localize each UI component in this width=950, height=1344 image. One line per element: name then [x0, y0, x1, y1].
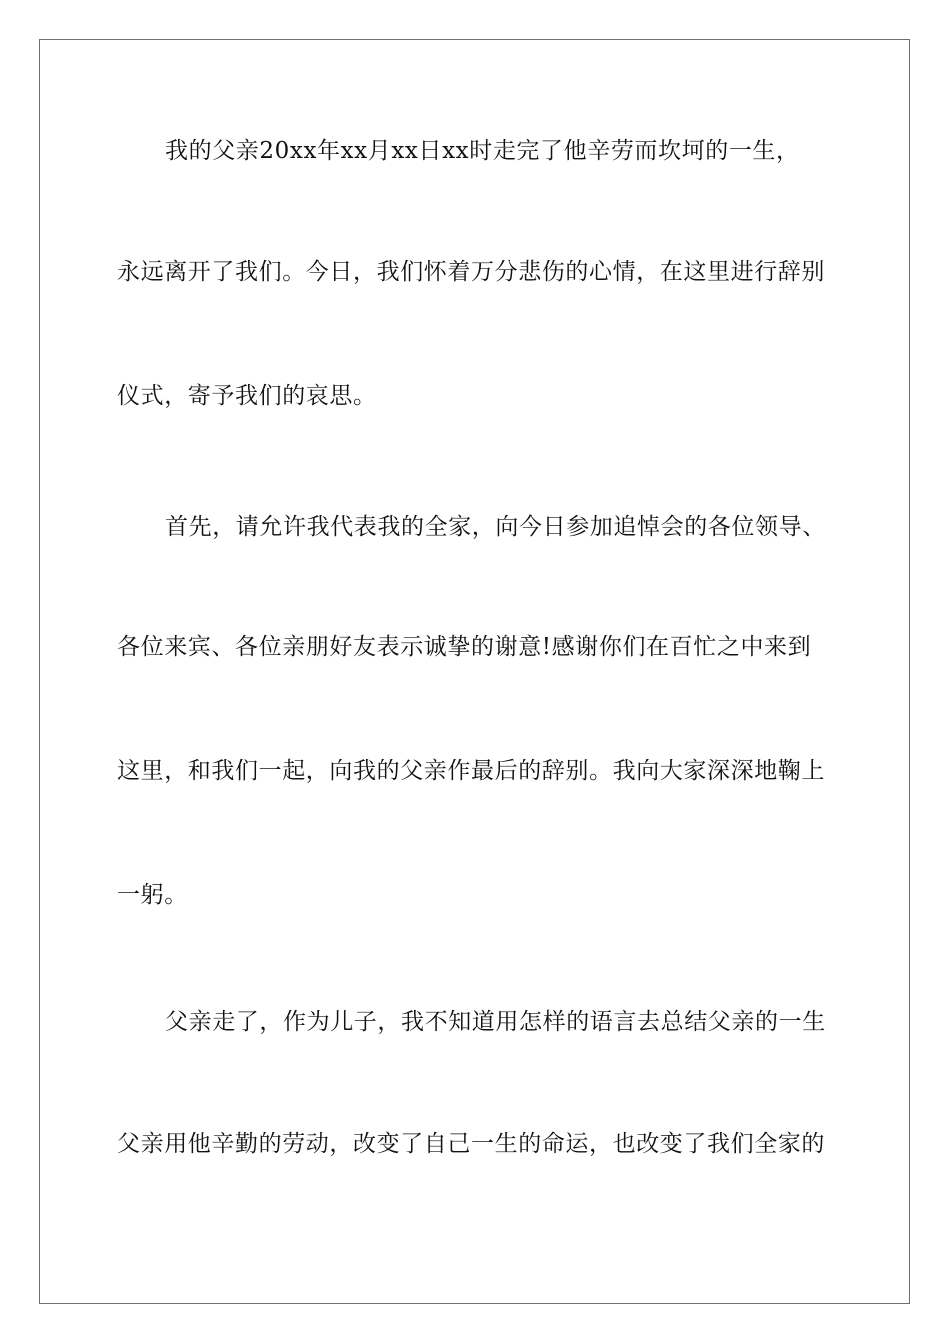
- paragraph-2-line-3: 这里，和我们一起，向我的父亲作最后的辞别。我向大家深深地鞠上: [117, 758, 825, 784]
- paragraph-2-line-4: 一躬。: [117, 882, 188, 908]
- paragraph-3-line-1: 父亲走了，作为儿子，我不知道用怎样的语言去总结父亲的一生: [165, 1009, 826, 1035]
- paragraph-2-line-1: 首先，请允许我代表我的全家，向今日参加追悼会的各位领导、: [165, 514, 826, 540]
- page-frame: [39, 39, 910, 1304]
- paragraph-3-line-2: 父亲用他辛勤的劳动，改变了自己一生的命运，也改变了我们全家的: [117, 1131, 825, 1157]
- paragraph-1-line-3: 仪式，寄予我们的哀思。: [117, 383, 377, 409]
- paragraph-2-line-2: 各位来宾、各位亲朋好友表示诚挚的谢意!感谢你们在百忙之中来到: [117, 634, 812, 660]
- paragraph-1-line-2: 永远离开了我们。今日，我们怀着万分悲伤的心情，在这里进行辞别: [117, 259, 825, 285]
- paragraph-1-line-1: 我的父亲20xx年xx月xx日xx时走完了他辛劳而坎坷的一生，: [165, 138, 800, 164]
